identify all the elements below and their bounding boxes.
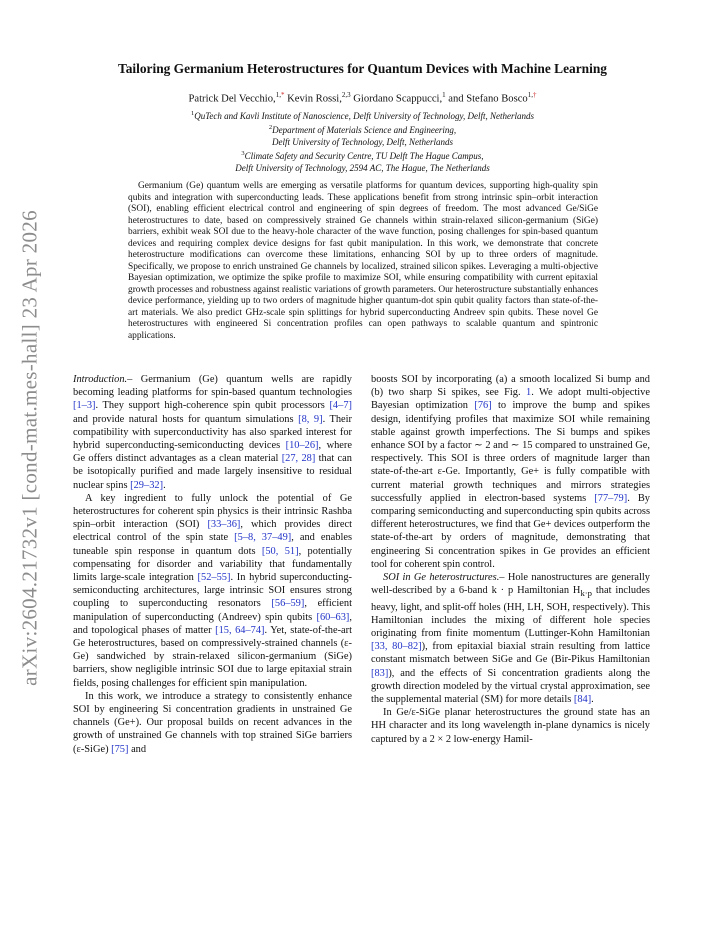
citation-link[interactable]: [5–8, 37–49] (234, 532, 292, 544)
citation-link[interactable]: [8, 9] (298, 413, 323, 425)
text-run: , potentially compensating for disorder and variability that fundamentally limits large-scale integration (73, 545, 352, 584)
affiliation-line (60, 122, 665, 136)
text-run: . By comparing semiconducting and superconducting spin qubits across different heterostructures, we find that Ge+ devices outperform the state-of-the-art by orders of magnitude, demonstrating that engineering Si concentration spikes in Ge provides an efficient tool for coherent spin control. (371, 492, 650, 570)
subscript: k·p (580, 588, 592, 599)
text-run: . Their compatibility with superconductivity has also sparked interest for hybrid superconducting-semiconducting devices (73, 413, 353, 452)
affiliation-line: Delft University of Technology, 2594 AC, The Hague, The Netherlands (235, 162, 490, 173)
citation-link[interactable]: [33, 80–82] (371, 641, 422, 653)
text-run: and provide natural hosts for quantum simulations (73, 413, 294, 425)
text-run: In this work, we introduce a strategy to consistently enhance SOI by engineering Si concentration gradients in unstrained Ge channels (Ge+). Our proposal builds on recent advances in the growth of unstrained Ge channels with top strained SiGe barriers (ε-SiGe) (73, 690, 352, 755)
citation-link[interactable]: [77–79] (594, 492, 628, 504)
citation-link[interactable]: [83] (371, 667, 389, 679)
text-run: Germanium (Ge) quantum wells are rapidly becoming leading platforms for spin-based quantum technologies (73, 374, 352, 399)
text-run: ), from epitaxial biaxial strain resulting from lattice constant mismatch between SiGe and Ge (Bir-Pikus Hamiltonian (371, 641, 650, 666)
affiliation-line (60, 108, 665, 122)
corresponding-mark[interactable]: * (280, 91, 285, 99)
paragraph (73, 690, 352, 756)
affiliation-text: Department of Materials Science and Engineering, (272, 125, 457, 136)
affiliation-text: Climate Safety and Security Centre, TU Delft The Hague Campus, (244, 151, 484, 162)
text-run: . In hybrid superconducting-semiconducting architectures, large intrinsic SOI ensures strong coupling to superconducting resonators (73, 572, 353, 610)
text-run: that includes heavy, light, and split-off holes (HH, LH, SOH, respectively). This Hamiltonian includes the mixing of different hole species originating from finite momentum (Luttinger-Kohn Hamiltonian (371, 585, 650, 639)
author-affiliation-mark: 1, (275, 91, 281, 99)
citation-link[interactable]: [4–7] (329, 400, 352, 412)
affiliation-line: Delft University of Technology, Delft, Netherlands (272, 136, 453, 147)
paragraph: In Ge/ε-SiGe planar heterostructures the ground state has an HH character and its long wavelength in-plane dynamics is nicely captured by a 2 × 2 low-energy Hamil- (371, 707, 650, 745)
text-run: to improve the bump and spikes design, identifying profiles that maximize SOI while remaining stable against growth imperfections. The Si bumps and spikes enhance SOI by a factor ∼ 2 and ∼ 15 compared to unstrained Ge, respectively. This SOI is three orders of magnitude larger than state-of-the-art ε-Ge. Importantly, Ge+ is fully compatible with current material growth techniques and mirrors strategies successfully applied in electron-based systems (371, 400, 650, 504)
citation-link[interactable]: [56–59] (271, 598, 305, 610)
affiliation-number: 1 (190, 110, 195, 117)
arxiv-watermark (14, 210, 46, 686)
citation-link[interactable]: [1–3] (73, 400, 96, 412)
text-run: . (591, 693, 594, 705)
abstract: Germanium (Ge) quantum wells are emerging as versatile platforms for quantum devices, supporting high-quality spin qubits and integration with superconducting leads. These applications benefit from strong intrinsic spin–orbit interaction (SOI), enabling efficient electrical control and engineering of spin degrees of freedom. The most advanced Ge/SiGe heterostructures to date, based on compressively strained Ge channels within strain-relaxed silicon-germanium (SiGe) barriers, exhibit weak SOI due to the heavy-hole character of the wave function, posing challenges for spin-based quantum devices and requiring complex device designs for fast qubit manipulation. In this work, we demonstrate that concrete heterostructure modifications can overcome these limitations, enhancing SOI by up to three orders of magnitude. Specifically, we propose to enrich unstrained Ge channels by localized, strained silicon spikes. Leveraging a multi-objective Bayesian optimization, we optimize the spike profile to maximize SOI, while ensuring compatibility with current epitaxial growth processes and robustness against realistic variations of growth parameters. Our heterostructure substantially enhances device performance, yielding up to two orders of magnitude higher quantum-dot spin qubit quality factors than state-of-the-art materials. We also predict GHz-scale spin splittings for hybrid superconducting Andreev spin qubits. These novel Ge heterostructures with engineered Si concentration profiles can open pathways to scalable quantum and spintronic applications. (128, 181, 598, 341)
section-heading: Introduction.– (73, 374, 133, 385)
author-name: Giordano Scappucci, (353, 93, 443, 105)
author-affiliation-mark: 2,3 (341, 91, 351, 99)
affiliation-line (60, 148, 665, 162)
citation-link[interactable]: [76] (474, 400, 492, 412)
text-run: . (163, 479, 166, 491)
citation-link[interactable]: [50, 51] (261, 545, 299, 557)
paragraph (371, 373, 650, 571)
text-run: . Yet, state-of-the-art Ge heterostructures, based on compressively-strained channels (ε-Ge) sandwiched by strain-relaxed silicon-germanium (SiGe) barriers, show negligible intrinsic SOI due to large epitaxial strain fields, posing challenges for efficient spin manipulation. (73, 624, 353, 689)
affiliation-number: 2 (268, 124, 273, 132)
paragraph (371, 571, 650, 706)
arxiv-identifier: arXiv:2604.21732v1 [cond-mat.mes-hall] 23 Apr 2026 (17, 210, 42, 686)
citation-link[interactable]: [33–36] (207, 519, 241, 531)
text-run: boosts SOI by incorporating (a) a smooth localized Si bump and (b) two sharp Si spikes, see Fig. (371, 374, 650, 399)
citation-link[interactable]: [52–55] (197, 572, 231, 584)
paragraph (73, 373, 352, 492)
author-name: and Stefano Bosco (448, 93, 528, 105)
affiliation-number: 3 (241, 150, 245, 158)
author-affiliation-mark: 1, (527, 91, 533, 99)
text-run: and (131, 743, 147, 755)
text-run: . We adopt multi-objective Bayesian optimization (371, 387, 650, 412)
author-name: Patrick Del Vecchio, (188, 93, 276, 105)
left-column (73, 373, 352, 756)
right-column (371, 373, 650, 746)
text-run: Hole nanostructures are generally well-described by a 6-band k · p Hamiltonian H (371, 572, 650, 597)
section-heading: SOI in Ge heterostructures.– (383, 572, 505, 584)
author-affiliation-mark: 1 (442, 91, 446, 99)
citation-link[interactable]: [27, 28] (281, 453, 316, 465)
citation-link[interactable]: [10–26] (285, 440, 319, 452)
affiliations (60, 108, 665, 174)
text-run: , and enables tuneable spin response in quantum dots (73, 532, 352, 557)
citation-link[interactable]: [29–32] (130, 479, 164, 491)
text-run: ), and the effects of Si concentration gradients along the growth direction modeled by the virtual crystal approximation, see the supplemental material (SM) for more details (371, 667, 650, 705)
affiliation-text: QuTech and Kavli Institute of Nanoscience, Delft University of Technology, Delft, Netherlands (194, 111, 535, 121)
text-run: , which provides direct electrical control of the spin state (73, 519, 352, 544)
text-run: , and topological phases of matter (73, 611, 352, 636)
paper-title: Tailoring Germanium Heterostructures for Quantum Devices with Machine Learning (118, 61, 607, 76)
author-list (60, 91, 665, 105)
citation-link[interactable]: [15, 64–74] (215, 624, 265, 636)
text-run: . They support high-coherence spin qubit processors (95, 400, 325, 412)
figure-link[interactable]: 1 (526, 387, 532, 399)
paragraph (73, 492, 352, 690)
citation-link[interactable]: [60–63] (316, 611, 350, 623)
text-run: , where Ge offers distinct advantages as a clean material (73, 440, 352, 465)
text-run: A key ingredient to fully unlock the potential of Ge heterostructures for coherent spin physics is their intrinsic Rashba spin–orbit interaction (SOI) (73, 492, 352, 531)
citation-link[interactable]: [75] (111, 743, 129, 755)
text-run: that can be isotopically purified and made largely insensitive to residual nuclear spins (73, 453, 352, 491)
citation-link[interactable]: [84] (573, 693, 592, 705)
text-run: , efficient manipulation of superconducting (Andreev) spin qubits (73, 598, 352, 623)
corresponding-mark[interactable]: † (532, 91, 537, 99)
author-name: Kevin Rossi, (287, 93, 342, 105)
